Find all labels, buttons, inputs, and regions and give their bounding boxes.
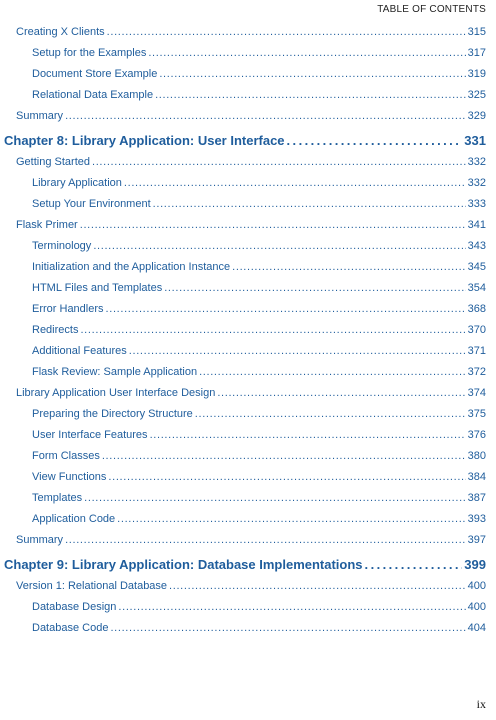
dot-leader — [107, 26, 466, 38]
toc-entry[interactable] — [16, 110, 486, 122]
toc-entry[interactable] — [32, 471, 486, 483]
dot-leader — [159, 68, 465, 80]
toc-entry-title: Setup for the Examples — [32, 47, 147, 59]
toc-entry[interactable] — [16, 219, 486, 231]
toc-entry-page: 329 — [467, 110, 486, 122]
toc-entry[interactable] — [32, 282, 486, 294]
toc-entry-title: Database Code — [32, 622, 109, 634]
toc-entry-title: Preparing the Directory Structure — [32, 408, 193, 420]
toc-entry[interactable] — [32, 303, 486, 315]
dot-leader — [365, 557, 463, 572]
toc-entry-title: Terminology — [32, 240, 92, 252]
dot-leader — [195, 408, 466, 420]
toc-entry-page: 333 — [467, 198, 486, 210]
toc-entry-title: Setup Your Environment — [32, 198, 151, 210]
toc-entry-title: Library Application User Interface Design — [16, 387, 216, 399]
dot-leader — [117, 513, 465, 525]
toc-entry-page: 393 — [467, 513, 486, 525]
toc-entry-page: 387 — [467, 492, 486, 504]
toc-entry-page: 345 — [467, 261, 486, 273]
toc-entry-page: 399 — [464, 557, 486, 572]
toc-entry-page: 397 — [467, 534, 486, 546]
toc-entry-title: Document Store Example — [32, 68, 158, 80]
dot-leader — [217, 387, 465, 399]
dot-leader — [164, 282, 465, 294]
toc-entry[interactable] — [16, 156, 486, 168]
dot-leader — [84, 492, 466, 504]
dot-leader — [110, 622, 465, 634]
dot-leader — [102, 450, 466, 462]
toc-entry[interactable] — [32, 345, 486, 357]
toc-entry-page: 404 — [467, 622, 486, 634]
toc-entry[interactable] — [32, 47, 486, 59]
toc-entry-page: 315 — [467, 26, 486, 38]
toc-entry[interactable] — [16, 580, 486, 592]
toc-entry[interactable] — [32, 261, 486, 273]
dot-leader — [199, 366, 466, 378]
toc-entry[interactable] — [32, 240, 486, 252]
toc-entry[interactable] — [32, 622, 486, 634]
toc-entry[interactable] — [32, 492, 486, 504]
toc-entry-page: 372 — [467, 366, 486, 378]
dot-leader — [80, 219, 466, 231]
toc-entry-title: User Interface Features — [32, 429, 148, 441]
toc-entry[interactable] — [32, 324, 486, 336]
dot-leader — [108, 471, 465, 483]
toc-entry-page: 384 — [467, 471, 486, 483]
toc-entry-page: 331 — [464, 133, 486, 148]
page-number: ix — [476, 697, 486, 711]
dot-leader — [92, 156, 466, 168]
toc-entry[interactable] — [16, 534, 486, 546]
toc-entry[interactable] — [16, 26, 486, 38]
dot-leader — [155, 89, 466, 101]
toc-entry-page: 375 — [467, 408, 486, 420]
toc-entry[interactable] — [32, 198, 486, 210]
toc-entry-title: Flask Primer — [16, 219, 78, 231]
toc-entry-page: 332 — [467, 177, 486, 189]
dot-leader — [93, 240, 465, 252]
toc-entry-page: 400 — [467, 580, 486, 592]
dot-leader — [129, 345, 466, 357]
toc-entry-title: Redirects — [32, 324, 79, 336]
toc-entry-title: Error Handlers — [32, 303, 104, 315]
toc-entry-title: Initialization and the Application Instance — [32, 261, 231, 273]
dot-leader — [153, 198, 466, 210]
toc-entry[interactable] — [32, 68, 486, 80]
toc-entry-title: Templates — [32, 492, 83, 504]
toc-entry-page: 319 — [467, 68, 486, 80]
toc-entry-page: 371 — [467, 345, 486, 357]
toc-entry[interactable] — [32, 601, 486, 613]
toc-entry[interactable] — [32, 450, 486, 462]
toc-entry-title: Creating X Clients — [16, 26, 105, 38]
toc-entry-title: Relational Data Example — [32, 89, 154, 101]
toc-entry-page: 341 — [467, 219, 486, 231]
toc-entry[interactable] — [32, 513, 486, 525]
toc-entry[interactable] — [32, 429, 486, 441]
toc-entry[interactable] — [32, 89, 486, 101]
toc-entry-title: Flask Review: Sample Application — [32, 366, 198, 378]
dot-leader — [148, 47, 465, 59]
toc-entry[interactable] — [32, 408, 486, 420]
toc-entry-page: 325 — [467, 89, 486, 101]
dot-leader — [65, 534, 466, 546]
toc-entry-page: 332 — [467, 156, 486, 168]
running-head: TABLE OF CONTENTS — [377, 4, 486, 15]
toc-entry-page: 380 — [467, 450, 486, 462]
dot-leader — [106, 303, 466, 315]
toc-entry-page: 376 — [467, 429, 486, 441]
dot-leader — [65, 110, 466, 122]
toc-chapter-entry[interactable] — [4, 133, 486, 148]
toc-entry-title: Library Application — [32, 177, 122, 189]
toc-entry-title: Version 1: Relational Database — [16, 580, 168, 592]
dot-leader — [169, 580, 466, 592]
toc-entry-title: Summary — [16, 534, 64, 546]
toc-entry-title: Chapter 8: Library Application: User Interface — [4, 133, 285, 148]
toc-entry[interactable] — [32, 366, 486, 378]
toc-entry-page: 343 — [467, 240, 486, 252]
toc-entry-title: Summary — [16, 110, 64, 122]
dot-leader — [124, 177, 466, 189]
toc-entry-page: 368 — [467, 303, 486, 315]
toc-chapter-entry[interactable] — [4, 557, 486, 572]
toc-entry-title: HTML Files and Templates — [32, 282, 163, 294]
toc-entry-page: 400 — [467, 601, 486, 613]
dot-leader — [232, 261, 466, 273]
toc-entry[interactable] — [16, 387, 486, 399]
dot-leader — [118, 601, 465, 613]
toc-entry-title: Additional Features — [32, 345, 127, 357]
toc-entry-title: Database Design — [32, 601, 117, 613]
toc-entry-page: 370 — [467, 324, 486, 336]
toc-entry-title: Application Code — [32, 513, 116, 525]
toc-entry-page: 317 — [467, 47, 486, 59]
toc-entry-title: Chapter 9: Library Application: Database Implementations — [4, 557, 363, 572]
toc-entry-title: Getting Started — [16, 156, 90, 168]
toc-entry-page: 354 — [467, 282, 486, 294]
toc-entry-title: Form Classes — [32, 450, 100, 462]
toc-entry[interactable] — [32, 177, 486, 189]
dot-leader — [80, 324, 465, 336]
dot-leader — [150, 429, 466, 441]
toc-entry-title: View Functions — [32, 471, 107, 483]
toc-entry-page: 374 — [467, 387, 486, 399]
dot-leader — [287, 133, 463, 148]
